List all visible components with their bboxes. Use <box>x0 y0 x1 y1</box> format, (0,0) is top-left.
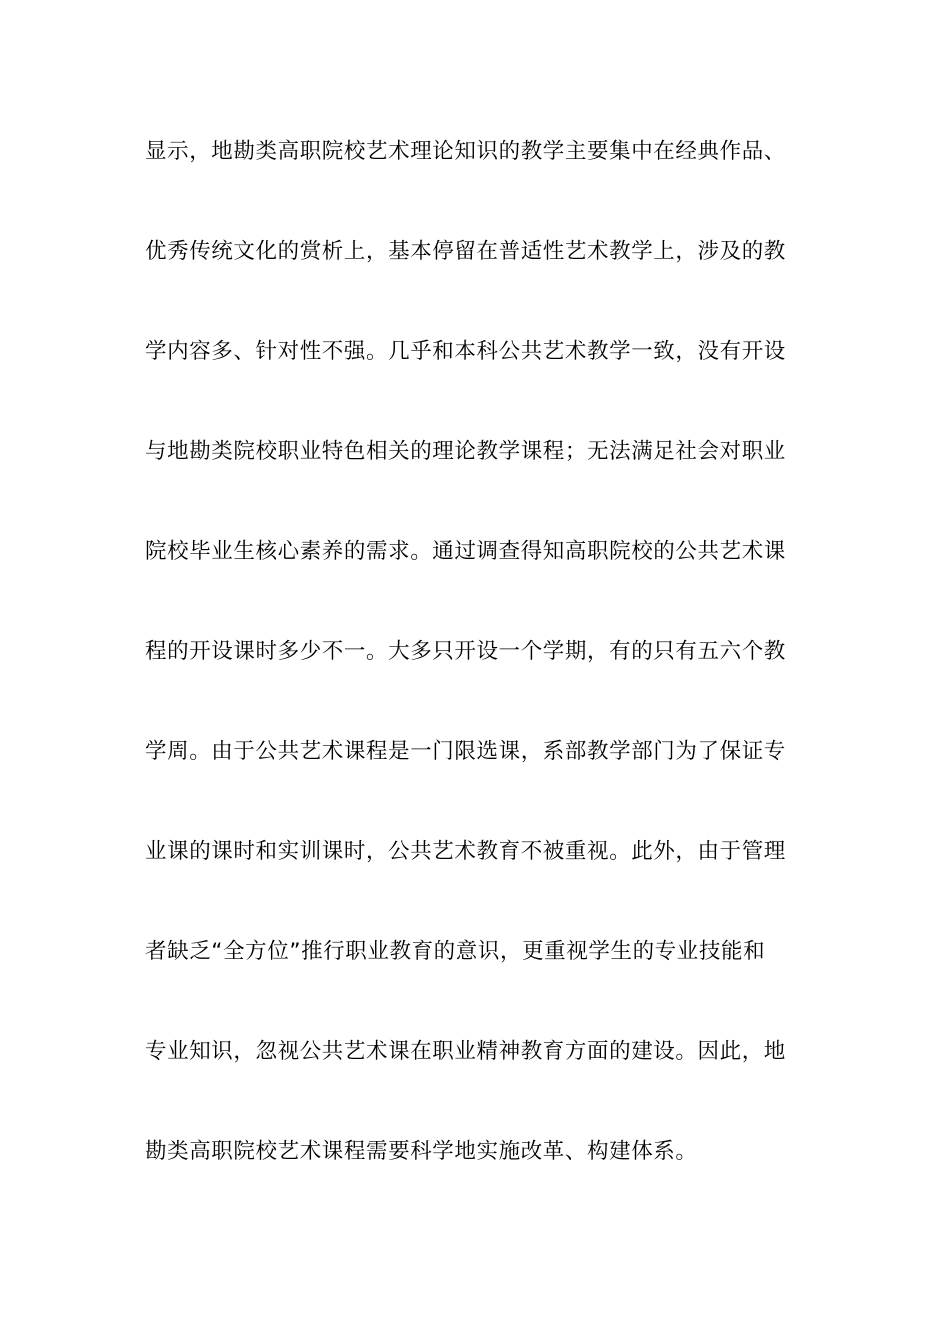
text-line: 院校毕业生核心素养的需求。通过调查得知高职院校的公共艺术课 <box>145 539 786 564</box>
text-line: 勘类高职院校艺术课程需要科学地实施改革、构建体系。 <box>145 1139 698 1164</box>
text-line: 学周。由于公共艺术课程是一门限选课，系部教学部门为了保证专 <box>145 739 786 764</box>
text-line: 业课的课时和实训课时，公共艺术教育不被重视。此外，由于管理 <box>145 839 786 864</box>
text-line: 优秀传统文化的赏析上，基本停留在普适性艺术教学上，涉及的教 <box>145 239 786 264</box>
text-line: 与地勘类院校职业特色相关的理论教学课程；无法满足社会对职业 <box>145 439 786 464</box>
text-line: 程的开设课时多少不一。大多只开设一个学期，有的只有五六个教 <box>145 639 786 664</box>
text-line: 显示，地勘类高职院校艺术理论知识的教学主要集中在经典作品、 <box>145 139 786 164</box>
body-paragraph <box>145 127 815 1227</box>
text-line: 学内容多、针对性不强。几乎和本科公共艺术教学一致，没有开设 <box>145 339 786 364</box>
text-line: 专业知识，忽视公共艺术课在职业精神教育方面的建设。因此，地 <box>145 1039 786 1064</box>
text-line: 者缺乏“全方位”推行职业教育的意识，更重视学生的专业技能和 <box>145 939 766 964</box>
